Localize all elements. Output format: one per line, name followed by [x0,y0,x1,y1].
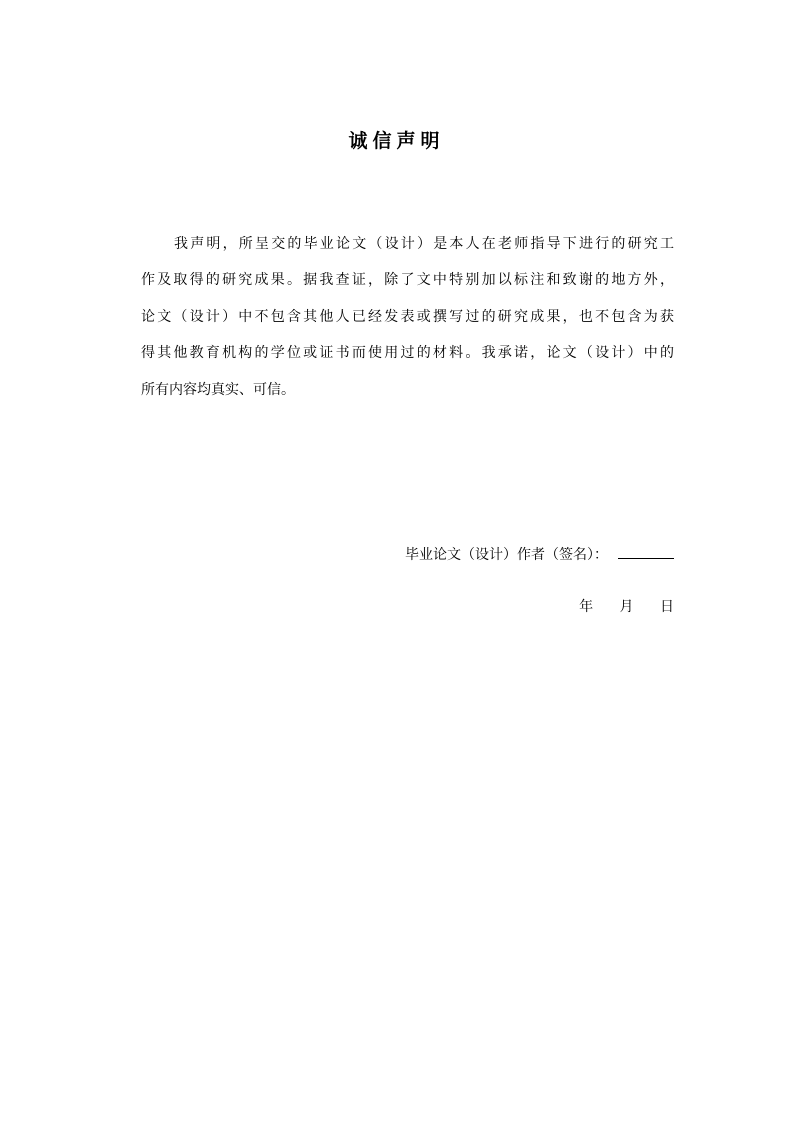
date-year-label: 年 [579,599,594,615]
declaration-line: 所有内容均真实、可信。 [141,381,295,398]
signature-row [300,544,674,564]
signature-label: 毕业论文（设计）作者（签名）： [405,547,608,563]
date-row [500,596,674,616]
declaration-line: 得其他教育机构的学位或证书而使用过的材料。我承诺，论文（设计）中的 [141,345,674,362]
date-month-label: 月 [619,599,634,615]
date-day-label: 日 [660,599,674,615]
declaration-paragraph [141,226,674,408]
signature-blank-line[interactable] [618,544,674,559]
declaration-line: 我声明，所呈交的毕业论文（设计）是本人在老师指导下进行的研究工 [174,236,674,252]
page-title: 诚信声明 [348,130,445,152]
declaration-line: 论文（设计）中不包含其他人已经发表或撰写过的研究成果，也不包含为获 [141,308,674,325]
declaration-line: 作及取得的研究成果。据我查证，除了文中特别加以标注和致谢的地方外， [141,272,674,289]
